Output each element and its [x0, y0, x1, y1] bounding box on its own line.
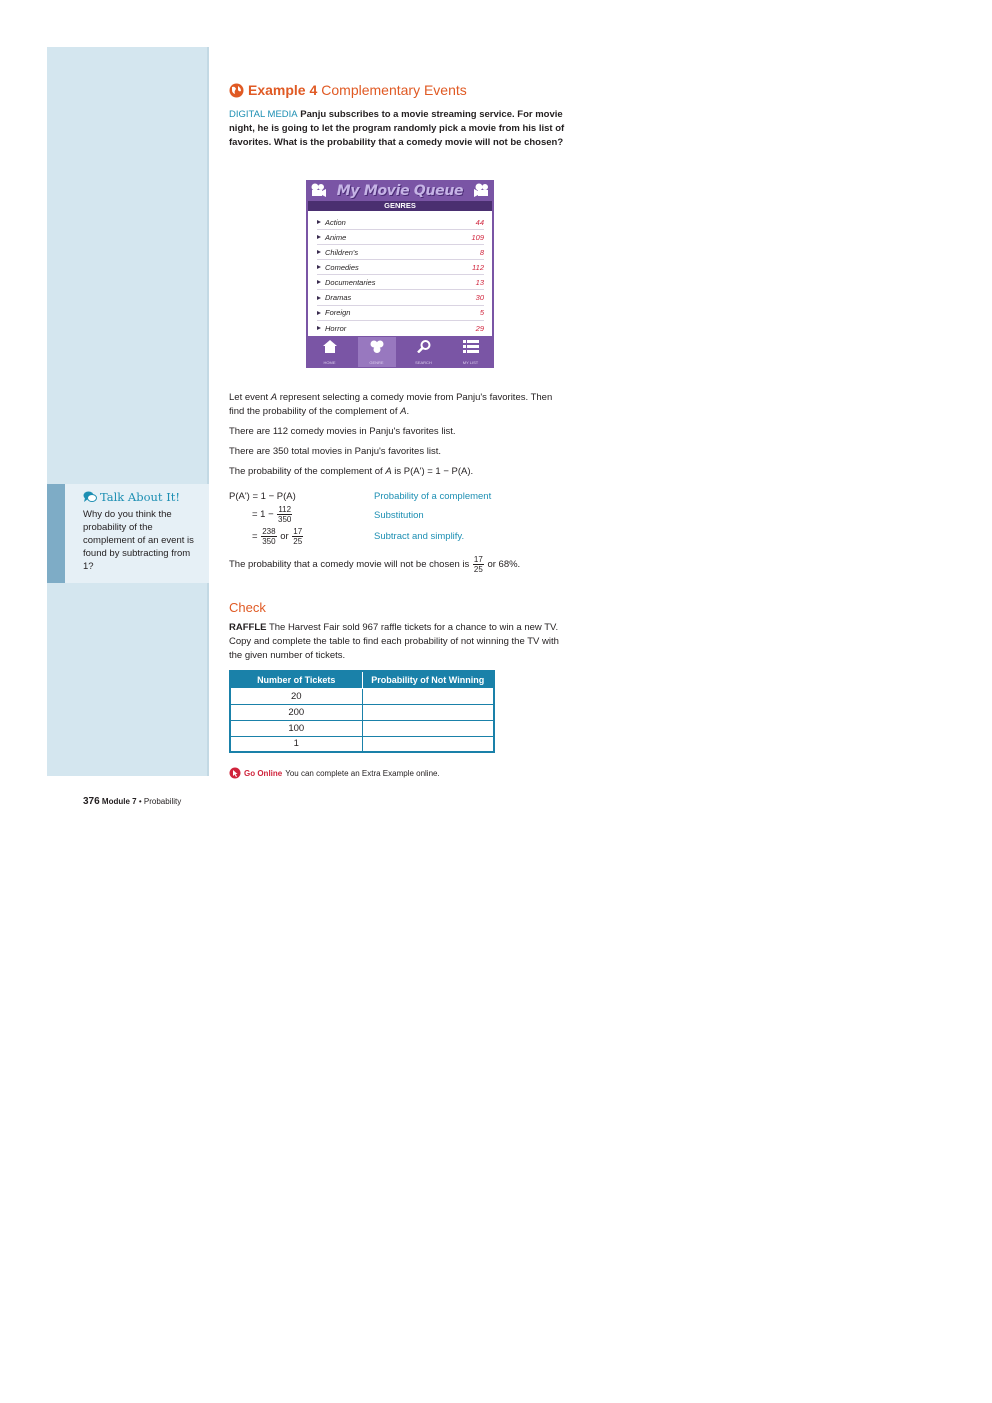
expand-arrow-icon [317, 265, 321, 269]
genre-name: Documentaries [325, 277, 376, 287]
fraction: $\frac{17}{25}$ [473, 555, 483, 574]
answer-cell[interactable] [362, 704, 494, 720]
solution-conclusion: The probability that a comedy movie will not be chosen is $\frac{17}{25}$ or 68%. [229, 555, 521, 574]
queue-nav-bar [306, 336, 494, 368]
answer-cell[interactable] [362, 736, 494, 752]
tickets-cell: 200 [230, 704, 362, 720]
math-reason-1: Probability of a complement [374, 491, 492, 502]
go-online-text: You can complete an Extra Example online. [285, 768, 440, 778]
table-row [230, 688, 494, 704]
genre-icon [370, 340, 384, 358]
tickets-cell: 1 [230, 736, 362, 752]
go-online-label: Go Online [244, 768, 283, 778]
expand-arrow-icon [317, 220, 321, 224]
genre-row[interactable] [317, 321, 484, 336]
nav-my-list-button[interactable] [452, 337, 490, 367]
genre-row[interactable] [317, 245, 484, 260]
solution-paragraph-1: Let event A represent selecting a comedy movie from Panju's favorites. Then find the probability of the complement of A. [229, 392, 553, 417]
expand-arrow-icon [317, 250, 321, 254]
expand-arrow-icon [317, 280, 321, 284]
left-margin-panel [47, 47, 209, 776]
genre-row[interactable] [317, 230, 484, 245]
globe-icon [229, 83, 244, 98]
movie-queue-app [306, 180, 494, 368]
solution-paragraph-4: The probability of the complement of A is P(A') = 1 − P(A). [229, 466, 474, 477]
genre-count: 109 [471, 232, 484, 242]
genre-name: Dramas [325, 293, 352, 303]
table-header: Probability of Not Winning [362, 671, 494, 688]
page-number: 376 [83, 796, 100, 807]
genre-row[interactable] [317, 260, 484, 275]
expand-arrow-icon [317, 326, 321, 330]
expand-arrow-icon [317, 311, 321, 315]
problem-tag: DIGITAL MEDIA [229, 109, 298, 120]
genre-count: 29 [475, 323, 484, 333]
genre-count: 13 [475, 277, 484, 287]
page-footer [83, 796, 181, 807]
nav-label: SEARCH [415, 359, 432, 365]
film-camera-icon [474, 183, 490, 198]
nav-label: HOME [323, 359, 336, 365]
cursor-click-icon [229, 767, 241, 779]
home-icon [323, 340, 337, 358]
genres-bar: GENRES [308, 201, 492, 211]
genre-row[interactable] [317, 215, 484, 230]
fraction: $\frac{238}{350}$ [262, 527, 276, 546]
genre-row[interactable] [317, 275, 484, 290]
genre-name: Foreign [325, 308, 351, 318]
solution-paragraph-2: There are 112 comedy movies in Panju's favorites list. [229, 426, 456, 437]
queue-title: My Movie Queue [336, 182, 464, 199]
expand-arrow-icon [317, 235, 321, 239]
genre-count: 30 [475, 293, 484, 303]
math-step-3: = $\frac{238}{350}$ or $\frac{17}{25}$ [252, 527, 303, 546]
genre-name: Comedies [325, 262, 359, 272]
math-reason-3: Subtract and simplify. [374, 531, 465, 542]
search-icon [417, 340, 431, 358]
genre-count: 8 [479, 247, 484, 257]
math-step-2: = 1 − $\frac{112}{350}$ [252, 505, 292, 524]
problem-text: Panju subscribes to a movie streaming service. For movie night, he is going to let the program randomly pick a movie from his list of favorites. What is the probability that a comedy movie will not be chosen? [229, 109, 565, 148]
check-text: The Harvest Fair sold 967 raffle tickets for a chance to win a new TV. Copy and complete the table to find each probability of not winning the TV with the given number of tickets. [229, 622, 559, 661]
raffle-table [229, 670, 495, 753]
module-label: Module 7 [101, 797, 137, 806]
genre-list [308, 211, 492, 336]
nav-label: GENRE [369, 359, 384, 365]
go-online-note[interactable] [229, 767, 440, 779]
math-step-1: P(A') = 1 − P(A) [229, 491, 296, 502]
tickets-cell: 20 [230, 688, 362, 704]
queue-header [306, 180, 494, 201]
answer-cell[interactable] [362, 720, 494, 736]
check-heading: Check [229, 600, 266, 615]
check-problem [229, 621, 569, 663]
genre-name: Anime [325, 232, 347, 242]
genre-count: 112 [472, 262, 484, 272]
table-row [230, 704, 494, 720]
genre-row[interactable] [317, 290, 484, 305]
table-header: Number of Tickets [230, 671, 362, 688]
check-tag: RAFFLE [229, 622, 267, 633]
talk-title-text: Talk About It! [100, 490, 180, 504]
topic-label: Probability [143, 797, 182, 806]
example-number: Example 4 [248, 82, 318, 98]
fraction: $\frac{112}{350}$ [278, 505, 292, 524]
expand-arrow-icon [317, 296, 321, 300]
example-title: Complementary Events [321, 82, 467, 98]
nav-label: MY LIST [462, 359, 479, 365]
talk-about-it-title [83, 490, 180, 504]
genre-name: Horror [325, 323, 347, 333]
nav-search-button[interactable] [405, 337, 443, 367]
answer-cell[interactable] [362, 688, 494, 704]
genre-name: Children's [325, 247, 359, 257]
fraction: $\frac{17}{25}$ [293, 527, 303, 546]
nav-genre-button[interactable] [358, 337, 396, 367]
genre-count: 44 [475, 217, 484, 227]
tickets-cell: 100 [230, 720, 362, 736]
table-row [230, 736, 494, 752]
film-camera-icon [310, 183, 326, 198]
table-row [230, 720, 494, 736]
solution-paragraph-3: There are 350 total movies in Panju's favorites list. [229, 446, 441, 457]
talk-about-it-body: Why do you think the probability of the complement of an event is found by subtracting from 1? [83, 509, 194, 572]
footer-separator: • [138, 797, 142, 806]
math-reason-2: Substitution [374, 510, 424, 521]
talk-about-it-accent-bar [47, 484, 65, 583]
nav-home-button[interactable] [311, 337, 349, 367]
genre-count: 5 [479, 308, 484, 318]
example-problem [229, 108, 565, 150]
list-icon [463, 340, 479, 358]
example-heading [229, 82, 467, 98]
genre-row[interactable] [317, 306, 484, 321]
genre-name: Action [325, 217, 346, 227]
speech-bubbles-icon [83, 491, 97, 503]
